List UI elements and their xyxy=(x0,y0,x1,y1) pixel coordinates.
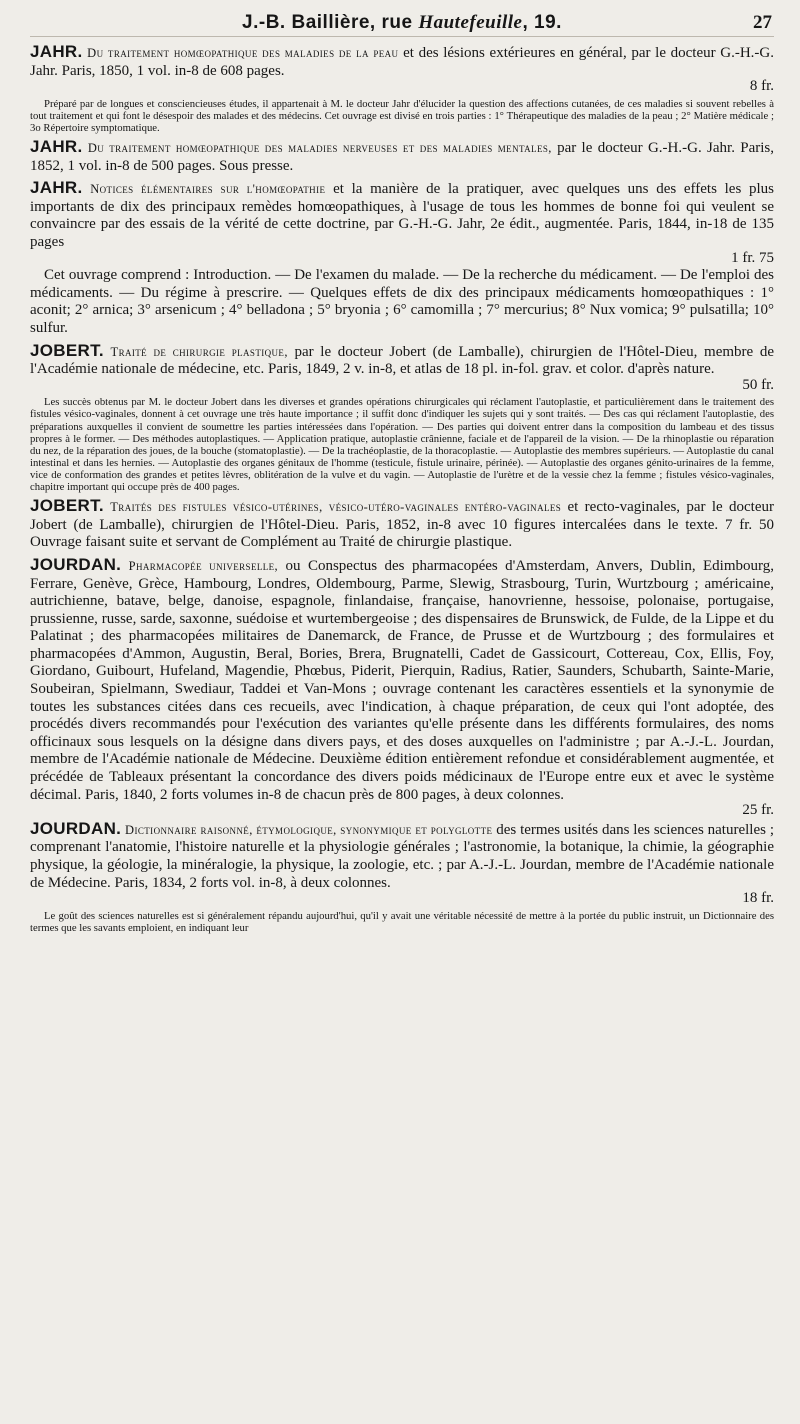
catalog-entry xyxy=(30,138,774,179)
entry-text: et des lésions extérieures en général, par le docteur G.-H.-G. Jahr. Paris, 1850, 1 vol. in-8 de 608 pages. xyxy=(30,45,774,79)
entry-title: Du traitement homœopathique des maladies de la peau xyxy=(87,46,399,60)
entry-title: Notices élémentaires sur l'homœopathie xyxy=(90,182,326,197)
entry-text: par le docteur G.-H.-G. Jahr. Paris, 1852, 1 vol. in-8 de 500 pages. Sous presse. xyxy=(30,140,775,174)
entry-title: Pharmacopée universelle, xyxy=(128,558,279,573)
catalog-entry xyxy=(30,556,774,820)
catalog-entry xyxy=(30,342,774,494)
entry-note: Le goût des sciences naturelles est si généralement répandu aujourd'hui, qu'il y avait une véritable nécessité de mettre à la portée du public instruit, un Dictionnaire des termes que les savants emploient, en indiquant leur xyxy=(30,909,774,934)
entry-text: des termes usités dans les sciences naturelles ; comprenant l'anatomie, l'histoire naturelle et la physiologie générales ; l'astronomie, la botanique, la chimie, la géographie physique, la géologie, la minéralogie, la physique, la zoologie, etc. ; par A.-J.-L. Jourdan, membre de l'Académie nationale de Médecine. Paris, 1834, 2 forts vol. in-8, à deux colonnes. xyxy=(30,821,774,891)
catalog-entry xyxy=(30,497,774,556)
entry-note: Préparé par de longues et consciencieuses études, il appartenait à M. le docteur Jahr d'élucider la question des affections cutanées, de ces maladies si souvent rebelles à tout traitement et qui font le désespoir des malades et des médecins. Cet ouvrage est divisé en trois parties : 1° Thérapeutique des maladies de la peau ; 2° Matière médicale ; 3o Répertoire symptomatique. xyxy=(30,97,774,134)
running-title-suffix: , 19. xyxy=(522,12,562,33)
entry-note: Les succès obtenus par M. le docteur Jobert dans les diverses et grandes opérations chirurgicales qui réclament l'autoplastie, et particulièrement dans le traitement des fistules vésico-vaginales, donnent à cet ouvrage une très haute importance ; il suffit donc d'indiquer les sujets qui y sont traités. — Des cas qui réclament l'autoplastie, des préparations auxquelles il convient de soumettre les parties intéressées dans l'opération. — Des parties qui doivent entrer dans la composition du lambeau et des tissus propres à le former. — Des méthodes autoplastiques. — Application pratique, autoplastie crânienne, faciale et de l'appareil de la vision. — De la rhinoplastie ou réparation du nez, de la réparation des joues, de la bouche (stomatoplastie). — De la trachéoplastie, de la thoracoplastie. — Autoplastie des membres supérieurs. — Autoplastie du canal intestinal et dans les hernies. — Autoplastie des organes génitaux de l'homme (testicule, fistule urinaire, périnée). — Autoplastie des organes génito-urinaires de la femme, vice de conformation des grandes et petites lèvres, oblitération de la vulve et du vagin. — Autoplastie de l'urètre et de la vessie chez la femme ; fistules vésico-vaginales, chapitre important qui occupe près de 400 pages. xyxy=(30,396,774,494)
entry-text: ou Conspectus des pharmacopées d'Amsterdam, Anvers, Dublin, Edimbourg, Ferrare, Genève, Grèce, Hambourg, Londres, Oldembourg, Parme, Slewig, Strasbourg, Turin, Wurtzbourg ; américaine, autrichienne, batave, belge, danoise, espagnole, finlandaise, française, hanovrienne, hessoise, polonaise, portugaise, prussienne, russe, sarde, saxonne, suédoise et wurtembergeoise ; des dispensaires de Brunswick, de Fulde, de la Lippe et du Palatinat ; des pharmacopées militaires de Danemarck, de France, de Prusse et de Wurtzbourg ; des formulaires et pharmacopées d'Ammon, Augustin, Beral, Bories, Brera, Brugnatelli, Cadet de Gassicourt, Cottereau, Cox, Ellis, Foy, Giordano, Guibourt, Hufeland, Magendie, Phœbus, Piderit, Pierquin, Radius, Ratier, Saunders, Schubarth, Sainte-Marie, Soubeiran, Spielmann, Swediaur, Taddei et Van-Mons ; ouvrage contenant les caractères essentiels et la synonymie de toutes les substances citées dans ces recueils, avec l'indication, à chaque préparation, de ceux qui l'ont adoptée, des procédés divers recommandés pour l'exécution des variantes qu'elle présente dans les différents formulaires, des noms officinaux sous lesquels on la désigne dans divers pays, et des doses auxquelles on l'administre ; par A.-J.-L. Jourdan, membre de l'Académie nationale de Médecine. Deuxième édition entièrement refondue et considérablement augmentée, et précédée de Tableaux présentant la concordance des divers poids médicinaux de l'Europe entre eux et avec le système décimal. Paris, 1840, 2 forts volumes in-8 de chacun près de 800 pages, à deux colonnes. xyxy=(30,557,774,803)
entry-author: JOURDAN. xyxy=(30,554,122,574)
entry-price: 1 fr. 75 xyxy=(731,249,774,266)
entry-title: Dictionnaire raisonné, étymologique, synonymique et polyglotte xyxy=(125,822,493,837)
entry-title: Traités des fistules vésico-utérines, vésico-utéro-vaginales entéro-vaginales xyxy=(110,500,562,515)
entry-title: Du traitement homœopathique des maladies nerveuses et des maladies mentales, xyxy=(87,141,552,156)
entry-author: JOBERT. xyxy=(30,496,104,516)
entry-price: 18 fr. xyxy=(742,890,774,907)
entry-author: JAHR. xyxy=(30,178,83,198)
page-number: 27 xyxy=(753,12,772,33)
entry-price: 25 fr. xyxy=(742,802,774,819)
catalog-entry xyxy=(30,179,774,341)
running-title-prefix: J.-B. Baillière, rue xyxy=(242,12,419,33)
entry-text: et la manière de la pratiquer, avec quelques uns des effets les plus importants de dix des principaux remèdes homœopathiques, à l'usage de tous les hommes de bonne foi qui veulent se convaincre par des essais de la vérité de cette doctrine, par G.-H.-G. Jahr, 2e édit., augmentée. Paris, 1844, in-18 de 135 pages xyxy=(30,181,775,251)
running-title-place: Hautefeuille xyxy=(418,12,523,33)
entry-text: et recto-vaginales, par le docteur Jobert (de Lamballe), chirurgien de l'Hôtel-Dieu. Paris, 1852, in-8 avec 10 figures intercalées dans le texte. 7 fr. 50 Ouvrage faisant suite et servant de Complément au Traité de chirurgie plastique. xyxy=(30,499,775,551)
catalog-entry xyxy=(30,820,774,934)
entry-author: JAHR. xyxy=(30,42,83,61)
entry-price: 8 fr. xyxy=(749,78,774,95)
entry-author: JOBERT. xyxy=(30,340,104,360)
entry-text: par le docteur Jobert (de Lamballe), chirurgien de l'Hôtel-Dieu, membre de l'Académie nationale de médecine, etc. Paris, 1849, 2 v. in-8, et atlas de 18 pl. in-fol. grav. et color. d'après nature. xyxy=(30,343,774,378)
running-head xyxy=(30,10,774,37)
catalog-entry xyxy=(30,43,774,134)
entry-price: 50 fr. xyxy=(742,376,774,393)
entry-author: JAHR. xyxy=(30,137,83,157)
entry-contents: Cet ouvrage comprend : Introduction. — De l'examen du malade. — De la recherche du médicament. — De l'emploi des médicaments. — Du régime à prescrire. — Quelques effets de dix des principaux médicaments homœopathiques : 1° aconit; 2° arnica; 3° arsenicum ; 4° belladona ; 5° bryonia ; 6° camomilla ; 7° mercurius; 8° Nux vomica; 9° pulsatilla; 10° sulfur. xyxy=(30,267,774,336)
entry-title: Traité de chirurgie plastique, xyxy=(110,344,288,359)
entry-author: JOURDAN. xyxy=(30,818,122,838)
running-title xyxy=(30,12,774,34)
